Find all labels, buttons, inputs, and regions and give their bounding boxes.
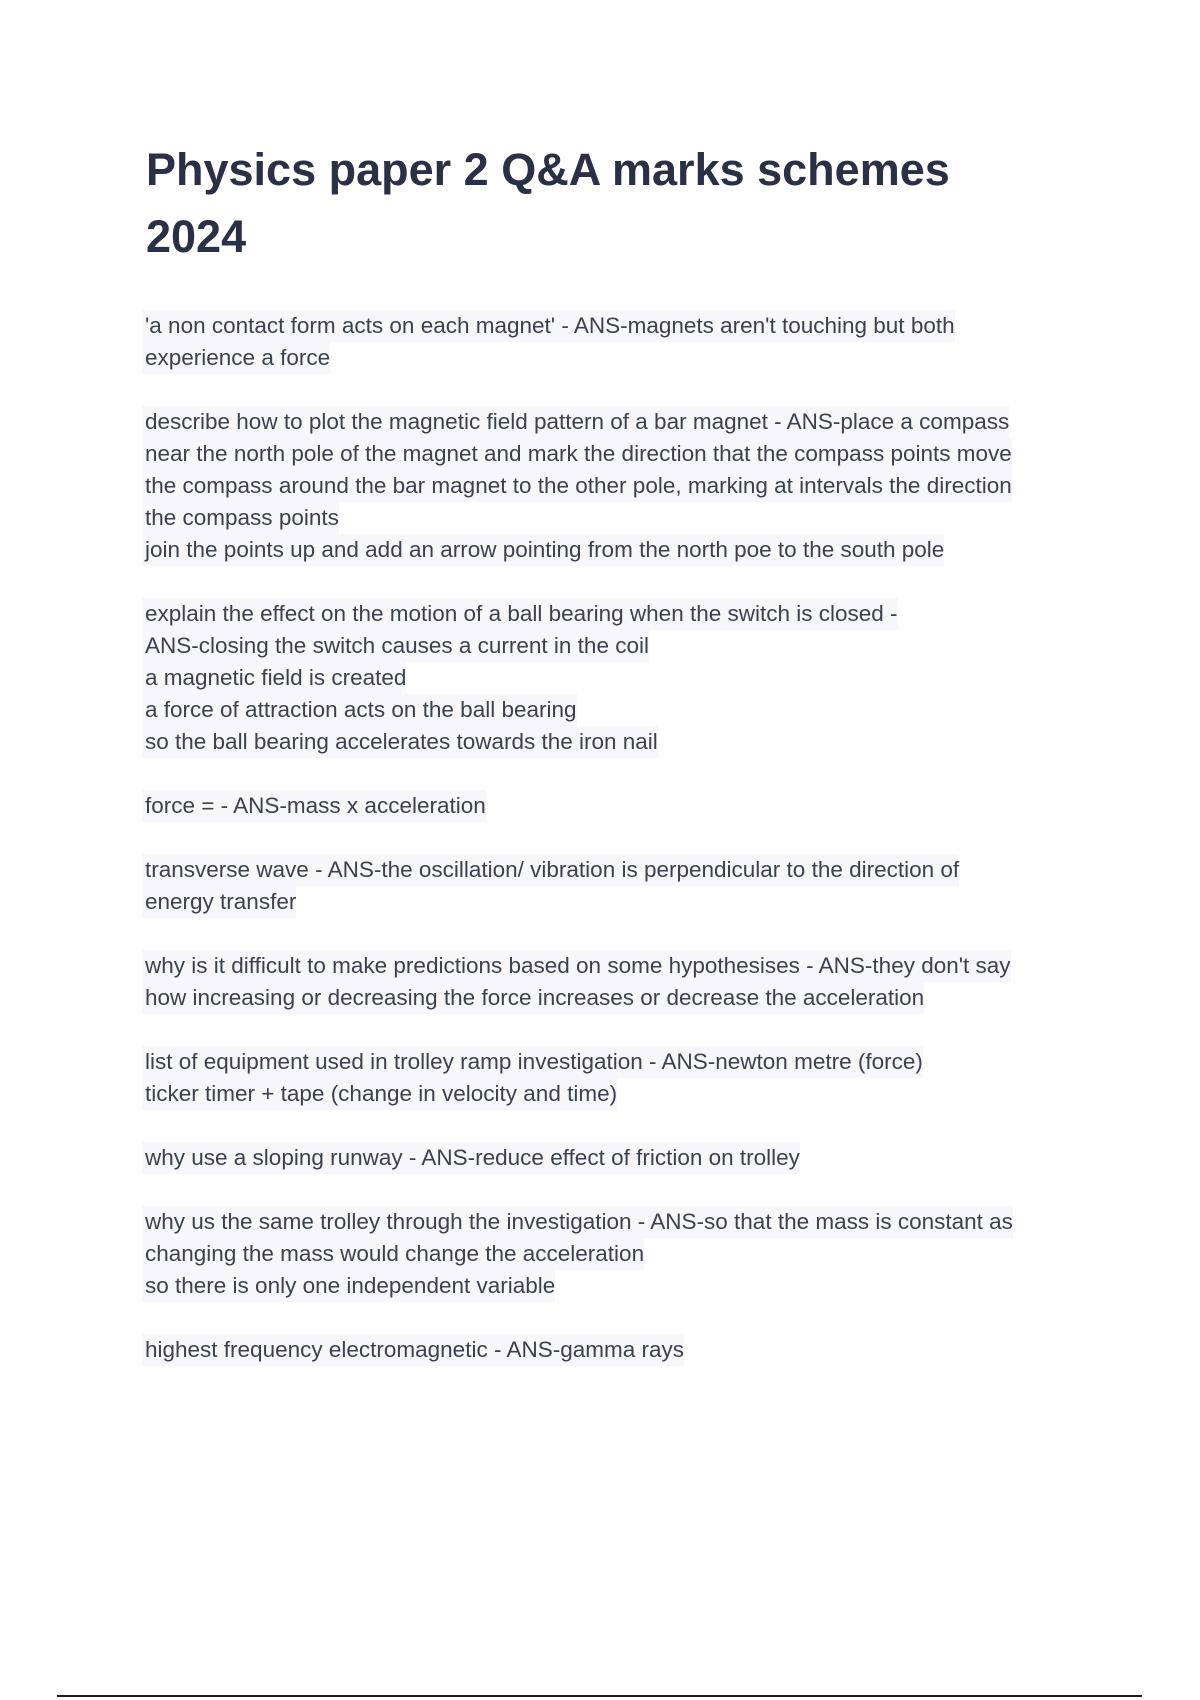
qa-text-line: so the ball bearing accelerates towards the iron nail xyxy=(142,726,658,758)
qa-text-line: force = - ANS-mass x acceleration xyxy=(142,790,486,822)
qa-text-line: join the points up and add an arrow pointing from the north poe to the south pole xyxy=(142,534,944,566)
qa-item xyxy=(145,598,1085,758)
qa-text-line: how increasing or decreasing the force increases or decrease the acceleration xyxy=(142,982,924,1014)
qa-text-line: changing the mass would change the acceleration xyxy=(142,1238,644,1270)
qa-text-line: list of equipment used in trolley ramp investigation - ANS-newton metre (force) xyxy=(142,1046,923,1078)
qa-text-line: so there is only one independent variable xyxy=(142,1270,555,1302)
qa-text-line: the compass points xyxy=(142,502,339,534)
qa-text-line: the compass around the bar magnet to the other pole, marking at intervals the direction xyxy=(142,470,1012,502)
qa-text-line: transverse wave - ANS-the oscillation/ vibration is perpendicular to the direction of xyxy=(142,854,959,886)
page-title-line-1: Physics paper 2 Q&A marks schemes xyxy=(146,144,950,195)
qa-item xyxy=(145,950,1085,1014)
qa-item xyxy=(145,1142,1085,1174)
qa-text-line: experience a force xyxy=(142,342,330,374)
qa-text-line: describe how to plot the magnetic field pattern of a bar magnet - ANS-place a compass xyxy=(142,406,1009,438)
qa-text-line: highest frequency electromagnetic - ANS-gamma rays xyxy=(142,1334,684,1366)
qa-text-line: 'a non contact form acts on each magnet' - ANS-magnets aren't touching but both xyxy=(142,310,955,342)
qa-text-line: near the north pole of the magnet and mark the direction that the compass points move xyxy=(142,438,1012,470)
qa-text-line: explain the effect on the motion of a ball bearing when the switch is closed - xyxy=(142,598,898,630)
qa-text-line: ANS-closing the switch causes a current in the coil xyxy=(142,630,649,662)
qa-text-line: a force of attraction acts on the ball bearing xyxy=(142,694,577,726)
qa-text-line: why is it difficult to make predictions based on some hypothesises - ANS-they don't say xyxy=(142,950,1011,982)
qa-text-line: why use a sloping runway - ANS-reduce effect of friction on trolley xyxy=(142,1142,800,1174)
footer-divider xyxy=(57,1695,1142,1697)
qa-item xyxy=(145,854,1085,918)
qa-text-line: ticker timer + tape (change in velocity and time) xyxy=(142,1078,617,1110)
page-title xyxy=(146,136,1046,270)
qa-item xyxy=(145,1046,1085,1110)
qa-text-line: why us the same trolley through the investigation - ANS-so that the mass is constant as xyxy=(142,1206,1013,1238)
qa-list xyxy=(145,310,1085,1398)
qa-item xyxy=(145,1334,1085,1366)
qa-item xyxy=(145,790,1085,822)
qa-item xyxy=(145,310,1085,374)
qa-text-line: energy transfer xyxy=(142,886,296,918)
qa-item xyxy=(145,1206,1085,1302)
qa-item xyxy=(145,406,1085,566)
page-title-line-2: 2024 xyxy=(146,211,247,262)
qa-text-line: a magnetic field is created xyxy=(142,662,406,694)
